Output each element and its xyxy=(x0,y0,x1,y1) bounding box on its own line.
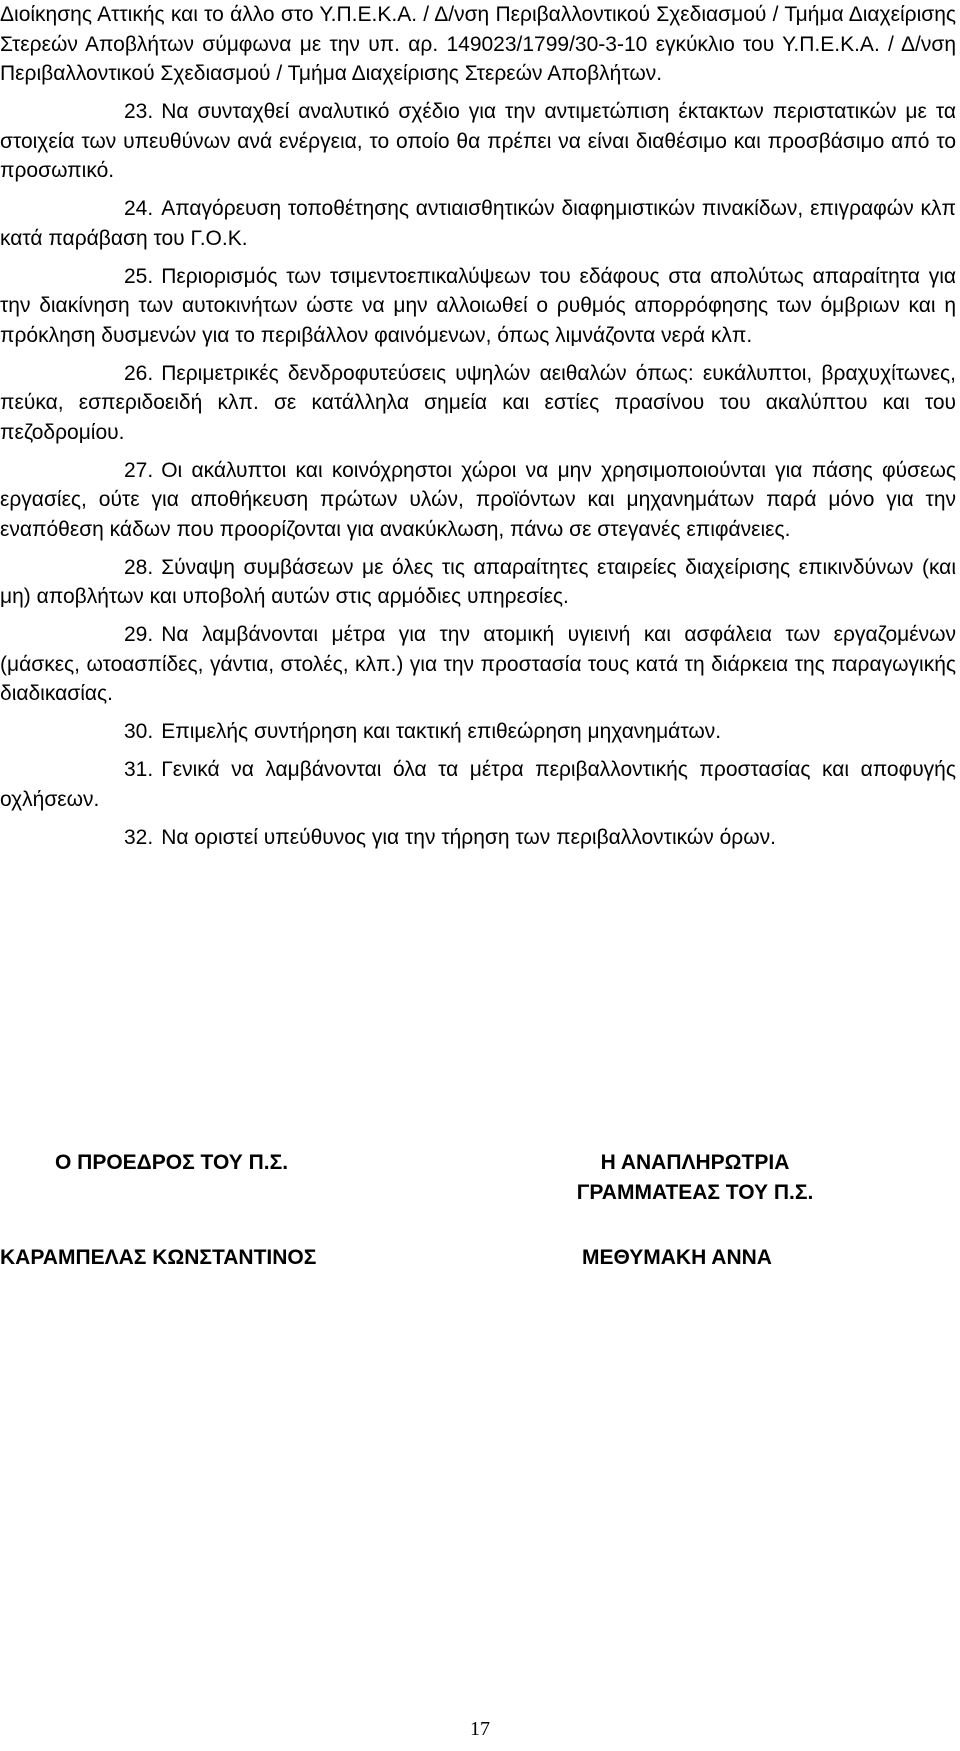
list-item xyxy=(0,755,956,814)
intro-paragraph: Διοίκησης Αττικής και το άλλο στο Υ.Π.Ε.Κ.Α. / Δ/νση Περιβαλλοντικού Σχεδιασμού / Τμήμα Διαχείρισης Στερεών Αποβλήτων σύμφωνα με την υπ. αρ. 149023/1799/30-3-10 εγκύκλιο του Υ.Π.Ε.Κ.Α. / Δ/νση Περιβαλλοντικού Σχεδιασμού / Τμήμα Διαχείρισης Στερεών Αποβλήτων. xyxy=(0,3,956,85)
list-item xyxy=(0,823,956,853)
item-text: Περιμετρικές δενδροφυτεύσεις υψηλών αειθαλών όπως: ευκάλυπτοι, βραχυχίτωνες, πεύκα, εσπεριδοειδή κλπ. σε κατάλληλα σημεία και εστίες πρασίνου του ακαλύπτου και του πεζοδρομίου. xyxy=(0,361,956,444)
page-number: 17 xyxy=(470,1718,490,1740)
item-number: 29. xyxy=(124,623,154,646)
president-title: Ο ΠΡΟΕΔΡΟΣ ΤΟΥ Π.Σ. xyxy=(55,1151,289,1174)
item-number: 27. xyxy=(124,458,154,482)
item-number: 30. xyxy=(124,720,154,743)
secretary-name: ΜΕΘΥΜΑΚΗ ΑΝΝΑ xyxy=(582,1246,772,1269)
item-text: Επιμελής συντήρηση και τακτική επιθεώρηση μηχανημάτων. xyxy=(161,720,722,743)
list-item xyxy=(0,553,956,612)
item-text: Σύναψη συμβάσεων με όλες τις απαραίτητες εταιρείες διαχείρισης επικινδύνων (και μη) αποβλήτων και υποβολή αυτών στις αρμόδιες υπηρεσίες. xyxy=(0,555,956,608)
item-number: 28. xyxy=(124,555,154,579)
list-item xyxy=(0,262,956,351)
secretary-title-line2: ΓΡΑΜΜΑΤΕΑΣ ΤΟΥ Π.Σ. xyxy=(576,1180,814,1204)
secretary-title xyxy=(535,1148,855,1207)
item-text: Γενικά να λαμβάνονται όλα τα μέτρα περιβαλλοντικής προστασίας και αποφυγής οχλήσεων. xyxy=(0,758,956,811)
item-number: 32. xyxy=(124,825,154,849)
item-number: 31. xyxy=(124,758,154,781)
list-item xyxy=(0,456,956,545)
list-item xyxy=(0,620,956,709)
item-number: 26. xyxy=(124,361,154,385)
list-item xyxy=(0,194,956,253)
item-text: Απαγόρευση τοποθέτησης αντιαισθητικών διαφημιστικών πινακίδων, επιγραφών κλπ κατά παράβαση του Γ.Ο.Κ. xyxy=(0,197,956,250)
item-text: Να συνταχθεί αναλυτικό σχέδιο για την αντιμετώπιση έκτακτων περιστατικών με τα στοιχεία των υπευθύνων ανά ενέργεια, το οποίο θα πρέπει να είναι διαθέσιμο και προσβάσιμο από το προσωπικό. xyxy=(0,100,956,182)
item-text: Οι ακάλυπτοι και κοινόχρηστοι χώροι να μην χρησιμοποιούνται για πάσης φύσεως εργασίες, ούτε για αποθήκευση πρώτων υλών, προϊόντων και μηχανημάτων παρά μόνο για την εναπόθεση κάδων που προορίζονται για ανακύκλωση, πάνω σε στεγανές επιφάνειες. xyxy=(0,458,956,541)
president-name: ΚΑΡΑΜΠΕΛΑΣ ΚΩΝΣΤΑΝΤΙΝΟΣ xyxy=(0,1246,317,1269)
secretary-title-line1: Η ΑΝΑΠΛΗΡΩΤΡΙΑ xyxy=(600,1151,790,1174)
item-text: Να οριστεί υπεύθυνος για την τήρηση των περιβαλλοντικών όρων. xyxy=(161,825,776,849)
document-body xyxy=(0,0,956,861)
list-item xyxy=(0,97,956,186)
item-text: Να λαμβάνονται μέτρα για την ατομική υγιεινή και ασφάλεια των εργαζομένων (μάσκες, ωτοασπίδες, γάντια, στολές, κλπ.) για την προστασία τους κατά τη διάρκεια της παραγωγικής διαδικασίας. xyxy=(0,623,956,705)
list-item xyxy=(0,717,956,747)
list-item xyxy=(0,359,956,448)
item-number: 25. xyxy=(124,264,154,288)
item-text: Περιορισμός των τσιμεντοεπικαλύψεων του εδάφους στα απολύτως απαραίτητα για την διακίνηση των αυτοκινήτων ώστε να μην αλλοιωθεί ο ρυθμός απορρόφησης των όμβριων και η πρόκληση δυσμενών για το περιβάλλον φαινόμενων, όπως λιμνάζοντα νερά κλπ. xyxy=(0,264,956,347)
item-number: 23. xyxy=(124,100,154,123)
item-number: 24. xyxy=(124,197,154,220)
